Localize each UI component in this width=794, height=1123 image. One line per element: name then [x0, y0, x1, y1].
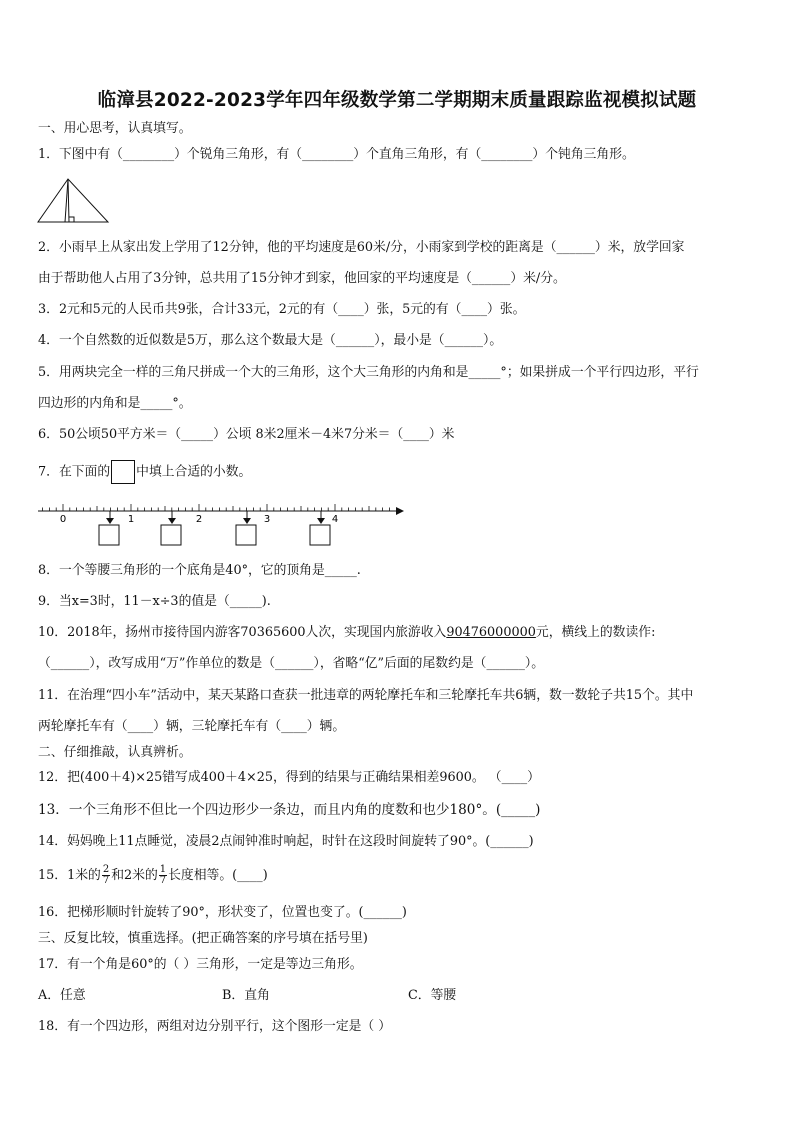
question-10-suffix: 元，横线上的数读作:: [535, 625, 656, 640]
tick-label-4: 4: [331, 514, 339, 525]
section-1-heading: 一、用心思考，认真填写。: [38, 121, 192, 136]
option-a[interactable]: A．任意: [38, 988, 86, 1003]
question-8: 8．一个等腰三角形的一个底角是40°，它的顶角是_____.: [38, 563, 361, 578]
question-11-line-1: 11．在治理“四小车”活动中，某天某路口查获一批违章的两轮摩托车和三轮摩托车共6辆，数一数轮子共15个。其中: [38, 688, 694, 703]
tick-label-2: 2: [195, 514, 203, 525]
number-line-ticks: [43, 504, 390, 511]
number-line: [36, 494, 408, 548]
section-3-heading: 三、反复比较，慎重选择。(把正确答案的序号填在括号里): [38, 931, 368, 946]
question-1: 1．下图中有（________）个锐角三角形，有（________）个直角三角形，有（________）个钝角三角形。: [38, 147, 635, 162]
triangle-figure: [36, 176, 112, 226]
question-7-suffix: 中填上合适的小数。: [136, 464, 252, 480]
fraction-2-7: $\frac{2}{7}$: [102, 864, 110, 886]
question-5-line-2: 四边形的内角和是_____°。: [38, 396, 192, 411]
question-5-line-1: 5．用两块完全一样的三角尺拼成一个大的三角形，这个大三角形的内角和是_____°；如果拼成一个平行四边形，平行: [38, 365, 699, 380]
question-3: 3．2元和5元的人民币共9张，合计33元，2元的有（____）张，5元的有（____）张。: [38, 302, 526, 317]
question-15-part-c: 长度相等。(____): [168, 868, 268, 883]
answer-box-2[interactable]: [161, 525, 181, 545]
answer-box-example: [111, 460, 135, 484]
question-18: 18．有一个四边形，两组对边分别平行，这个图形一定是（ ）: [38, 1019, 392, 1034]
question-6: 6．50公顷50平方米＝（_____）公顷 8米2厘米－4米7分米＝（____）米: [38, 427, 455, 442]
question-11-line-2: 两轮摩托车有（____）辆，三轮摩托车有（____）辆。: [38, 719, 346, 734]
question-7: [38, 460, 251, 484]
underlined-number: 90476000000: [446, 625, 536, 640]
question-2-line-2: 由于帮助他人占用了3分钟，总共用了15分钟才到家，他回家的平均速度是（______）米/分。: [38, 271, 566, 286]
question-14: 14．妈妈晚上11点睡觉，凌晨2点闹钟准时响起，时针在这段时间旋转了90°。(______): [38, 834, 534, 849]
question-10-line-2: （______），改写成用“万”作单位的数是（______），省略“亿”后面的尾数约是（______）。: [38, 656, 545, 671]
question-10-line-1: [38, 625, 655, 641]
option-b[interactable]: B．直角: [222, 988, 270, 1003]
page-title: 临漳县2022-2023学年四年级数学第二学期期末质量跟踪监视模拟试题: [97, 90, 697, 111]
number-line-labels: [60, 514, 338, 525]
question-2-line-1: 2．小雨早上从家出发上学用了12分钟，他的平均速度是60米/分，小雨家到学校的距离是（______）米，放学回家: [38, 240, 685, 255]
answer-box-1[interactable]: [99, 525, 119, 545]
number-line-arrow: [396, 507, 404, 515]
question-16: 16．把梯形顺时针旋转了90°，形状变了，位置也变了。(______): [38, 905, 407, 920]
tick-label-1: 1: [127, 514, 135, 525]
question-12: 12．把(400＋4)×25错写成400＋4×25，得到的结果与正确结果相差9600。 （____）: [38, 770, 540, 785]
question-4: 4．一个自然数的近似数是5万，那么这个数最大是（______），最小是（______）。: [38, 333, 503, 348]
question-13: 13．一个三角形不但比一个四边形少一条边，而且内角的度数和也少180°。(_____): [38, 802, 541, 818]
answer-box-4[interactable]: [310, 525, 330, 545]
answer-box-3[interactable]: [236, 525, 256, 545]
fraction-1-7: $\frac{1}{7}$: [159, 864, 167, 886]
question-17: 17．有一个角是60°的（ ）三角形，一定是等边三角形。: [38, 957, 363, 972]
question-15: [38, 865, 268, 887]
tick-label-3: 3: [263, 514, 271, 525]
question-9: 9．当x=3时，11－x÷3的值是（_____).: [38, 594, 271, 609]
option-c[interactable]: C．等腰: [408, 988, 457, 1003]
question-7-prefix: 7．在下面的: [38, 464, 111, 480]
question-15-part-a: 15．1米的: [38, 868, 101, 883]
question-10-prefix: 10．2018年，扬州市接待国内游客70365600人次，实现国内旅游收入: [38, 625, 447, 640]
section-2-heading: 二、仔细推敲，认真辨析。: [38, 745, 192, 760]
tick-label-0: 0: [59, 514, 67, 525]
question-15-part-b: 和2米的: [111, 868, 158, 883]
